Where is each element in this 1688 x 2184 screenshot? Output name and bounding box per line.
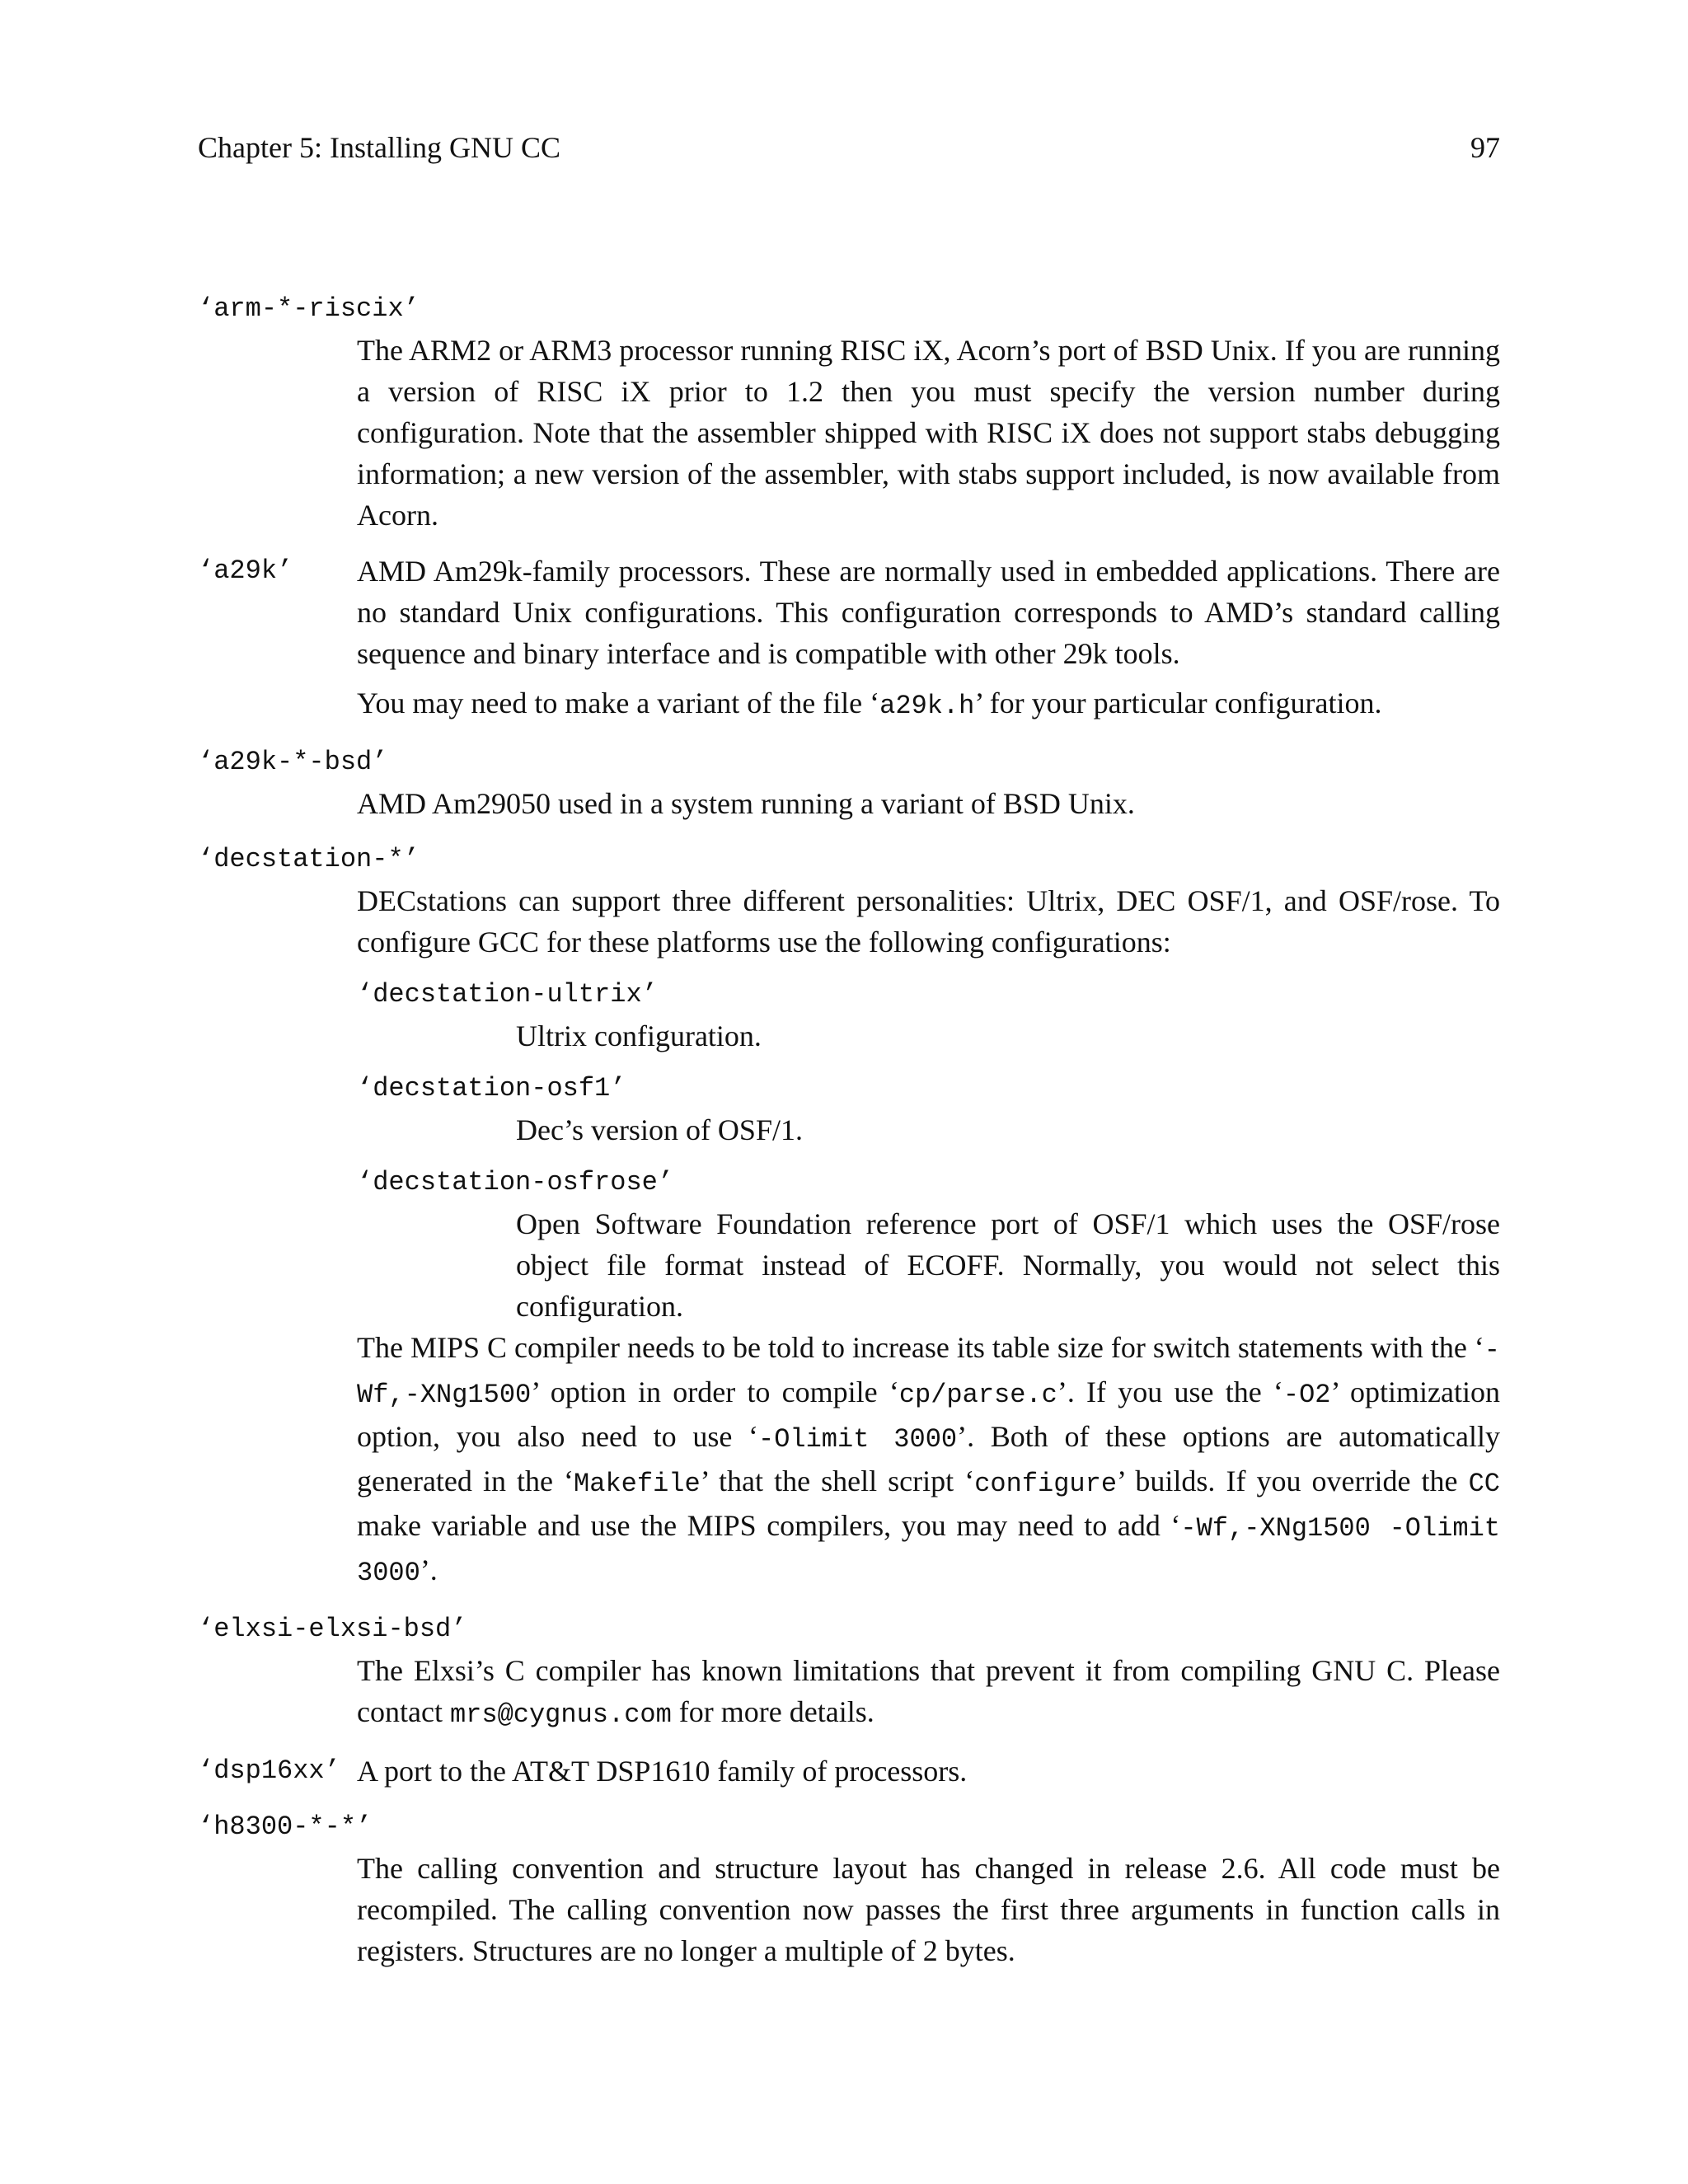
entry-decstation — [198, 839, 1500, 1594]
page-body — [198, 288, 1500, 1986]
code-filename: a29k.h — [879, 691, 975, 721]
entry-description — [357, 330, 1500, 536]
entry-a29k — [198, 551, 1500, 727]
entry-description — [357, 551, 1500, 727]
entry-h8300 — [198, 1807, 1500, 1971]
code-variable: CC — [1468, 1469, 1500, 1499]
sub-entry-term: ‘decstation-osfrose’ — [357, 1167, 674, 1197]
paragraph: AMD Am29k-family processors. These are normally used in embedded applications. There are no standard Unix configurations. This configuration corresponds to AMD’s standard calling sequence and binary interface and is compatible with other 29k tools. — [357, 555, 1500, 670]
code-option: -Olimit 3000 — [757, 1424, 958, 1455]
sub-entry-term: ‘decstation-osf1’ — [357, 1073, 626, 1104]
page-number: 97 — [1470, 131, 1500, 164]
code-option: -Wf,-XNg1500 — [357, 1335, 1500, 1410]
sub-entry-description: Dec’s version of OSF/1. — [516, 1113, 803, 1146]
entry-term: ‘dsp16xx’ — [198, 1755, 340, 1786]
running-header-title: Chapter 5: Installing GNU CC — [198, 131, 560, 164]
paragraph: AMD Am29050 used in a system running a variant of BSD Unix. — [357, 787, 1135, 820]
entry-arm-riscix — [198, 288, 1500, 536]
entry-term: ‘arm-*-riscix’ — [198, 293, 420, 324]
code-option: -O2 — [1282, 1380, 1331, 1410]
entry-dsp16xx — [198, 1750, 1500, 1792]
entry-description — [357, 1750, 1500, 1792]
code-filename: configure — [974, 1469, 1118, 1499]
entry-description — [357, 1650, 1500, 1736]
entry-term: ‘elxsi-elxsi-bsd’ — [198, 1614, 467, 1644]
entry-term: ‘a29k-*-bsd’ — [198, 747, 388, 777]
sub-entry-ultrix — [357, 974, 1500, 1057]
email-address: mrs@cygnus.com — [449, 1699, 672, 1730]
paragraph: You may need to make a variant of the file ‘a29k.h’ for your particular configuration. — [357, 687, 1382, 721]
paragraph: DECstations can support three different personalities: Ultrix, DEC OSF/1, and OSF/rose. To configure GCC for these platforms use the following configurations: — [357, 884, 1500, 958]
code-filename: Makefile — [574, 1469, 701, 1499]
entry-description — [357, 1848, 1500, 1971]
code-filename: cp/parse.c — [898, 1380, 1057, 1410]
sub-entry-osf1 — [357, 1068, 1500, 1151]
sub-entry-osfrose — [357, 1162, 1500, 1327]
code-option: -Wf,-XNg1500 -Olimit 3000 — [357, 1513, 1501, 1588]
entry-term: ‘h8300-*-*’ — [198, 1811, 373, 1842]
entry-description — [357, 783, 1500, 824]
sub-entry-term: ‘decstation-ultrix’ — [357, 979, 658, 1010]
paragraph: The Elxsi’s C compiler has known limitations that prevent it from compiling GNU C. Please contact mrs@cygnus.com for more details. — [357, 1654, 1500, 1730]
entry-description — [357, 880, 1500, 1594]
paragraph-mips: The MIPS C compiler needs to be told to increase its table size for switch statements with the ‘-Wf,-XNg1500’ option in order to compile ‘cp/parse.c’. If you use the ‘-O2’ optimization option, you also need to use ‘-Olimit 3000’. Both of these options are automatically generated in the ‘Makefile’ that the shell script ‘configure’ builds. If you override the CC make variable and use the MIPS compilers, you may need to add ‘-Wf,-XNg1500 -Olimit 3000’. — [357, 1331, 1501, 1588]
sub-entry-description: Ultrix configuration. — [516, 1019, 762, 1052]
entry-a29k-bsd — [198, 742, 1500, 824]
paragraph: A port to the AT&T DSP1610 family of processors. — [357, 1755, 968, 1788]
entry-elxsi — [198, 1609, 1500, 1736]
entry-term: ‘decstation-*’ — [198, 844, 420, 874]
paragraph: The calling convention and structure layout has changed in release 2.6. All code must be recompiled. The calling convention now passes the first three arguments in function calls in registers. Structures are no longer a multiple of 2 bytes. — [357, 1852, 1500, 1967]
paragraph: The ARM2 or ARM3 processor running RISC iX, Acorn’s port of BSD Unix. If you are running a version of RISC iX prior to 1.2 then you must specify the version number during configuration. Note that the assembler shipped with RISC iX does not support stabs debugging information; a new version of the assembler, with stabs support included, is now available from Acorn. — [357, 334, 1500, 532]
entry-term: ‘a29k’ — [198, 555, 293, 586]
sub-entry-description: Open Software Foundation reference port of OSF/1 which uses the OSF/rose object file format instead of ECOFF. Normally, you would not select this configuration. — [516, 1207, 1500, 1323]
